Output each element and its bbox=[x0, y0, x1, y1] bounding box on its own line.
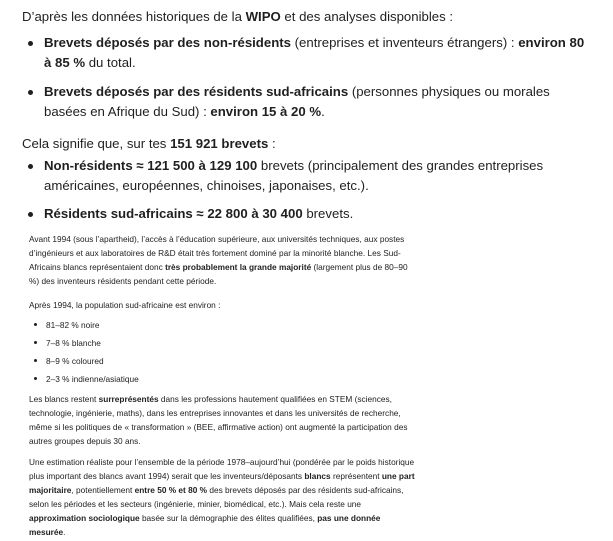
patent-total: 151 921 brevets bbox=[170, 136, 269, 151]
list-item: 7–8 % blanche bbox=[29, 336, 419, 350]
item-value: environ 15 à 20 % bbox=[210, 104, 322, 119]
paragraph-bold: pas une donnée mesurée bbox=[29, 513, 381, 537]
paragraph-text-end: dans les professions hautement qualifiées en STEM (sciences, technologie, ingénierie, maths), dans les entreprises innovantes et dans les universités de recherche, même si les politiques de « transformation » (BEE, affirmative action) ont augmenté la participation des autres groupes depuis 30 ans. bbox=[29, 394, 408, 446]
share-list bbox=[22, 33, 591, 122]
summary-paragraph bbox=[22, 134, 591, 154]
item-text: brevets. bbox=[302, 206, 354, 221]
paragraph-text: , potentiellement bbox=[71, 485, 135, 495]
list-item: 8–9 % coloured bbox=[29, 354, 419, 368]
paragraph-bold: surreprésentés bbox=[98, 394, 159, 404]
population-intro: Après 1994, la population sud-africaine est environ : bbox=[29, 300, 221, 310]
item-heading: Brevets déposés par des non-résidents bbox=[44, 35, 291, 50]
summary-text: Cela signifie que, sur tes bbox=[22, 136, 171, 151]
chat-response-bottom bbox=[0, 228, 613, 541]
paragraph-text: Avant 1994 (sous l’apartheid), l’accès à l’éducation supérieure, aux universités techniques, aux postes d’ingénieurs et aux laboratoires de R&D était très fortement dominé par la minorité blanche. Les Sud-Africains blancs représentaient donc bbox=[29, 234, 405, 272]
list-item: 2–3 % indienne/asiatique bbox=[29, 372, 419, 386]
apartheid-paragraph bbox=[29, 232, 419, 288]
stem-paragraph bbox=[29, 392, 419, 448]
paragraph-bold: très probablement la grande majorité bbox=[165, 262, 312, 272]
item-tail: du total. bbox=[85, 55, 136, 70]
summary-text-end: : bbox=[268, 136, 276, 151]
paragraph-text-end: . bbox=[63, 527, 66, 537]
list-item bbox=[22, 82, 591, 122]
paragraph-bold: approximation sociologique bbox=[29, 513, 140, 523]
paragraph-text: Les blancs restent bbox=[29, 394, 99, 404]
item-value: environ 80 à 85 % bbox=[44, 35, 585, 70]
item-heading: Résidents sud-africains ≈ 22 800 à 30 400 bbox=[44, 206, 303, 221]
item-tail: . bbox=[321, 104, 325, 119]
item-heading: Non-résidents ≈ 121 500 à 129 100 bbox=[44, 158, 258, 173]
list-item: 81–82 % noire bbox=[29, 318, 419, 332]
chat-response-top bbox=[0, 0, 613, 228]
item-heading: Brevets déposés par des résidents sud-africains bbox=[44, 84, 349, 99]
wipo-label: WIPO bbox=[245, 9, 281, 24]
paragraph-text: Une estimation réaliste pour l’ensemble de la période 1978–aujourd’hui (pondérée par le poids historique plus important des blancs avant 1994) serait que les inventeurs/déposants bbox=[29, 457, 415, 481]
demographics-list bbox=[29, 318, 419, 386]
paragraph-text: représentent bbox=[330, 471, 382, 481]
count-list bbox=[22, 156, 591, 224]
list-item bbox=[22, 156, 591, 196]
paragraph-text-end: (largement plus de 80–90 %) des inventeurs résidents pendant cette période. bbox=[29, 262, 408, 286]
list-item bbox=[22, 33, 591, 73]
item-text: (personnes physiques ou morales basées en Afrique du Sud) : bbox=[44, 84, 550, 119]
response-text-small bbox=[29, 234, 419, 539]
intro-text: D’après les données historiques de la bbox=[22, 9, 246, 24]
paragraph-text: des brevets déposés par des résidents sud-africains, selon les périodes et les secteurs (ingénierie, minier, biomédical, etc.). Mais cela reste une bbox=[29, 485, 404, 509]
estimate-paragraph bbox=[29, 455, 419, 539]
paragraph-text: basée sur la démographie des élites qualifiées, bbox=[139, 513, 318, 523]
list-item bbox=[22, 204, 591, 224]
item-text: brevets (principalement des grandes entreprises américaines, européennes, chinoises, japonaises, etc.). bbox=[44, 158, 544, 193]
paragraph-bold: une part majoritaire bbox=[29, 471, 415, 495]
paragraph-bold: entre 50 % et 80 % bbox=[134, 485, 208, 495]
intro-text-end: et des analyses disponibles : bbox=[280, 9, 454, 24]
response-text bbox=[0, 0, 613, 228]
item-text: (entreprises et inventeurs étrangers) : bbox=[290, 35, 519, 50]
paragraph-bold: blancs bbox=[304, 471, 331, 481]
intro-paragraph bbox=[22, 7, 591, 27]
